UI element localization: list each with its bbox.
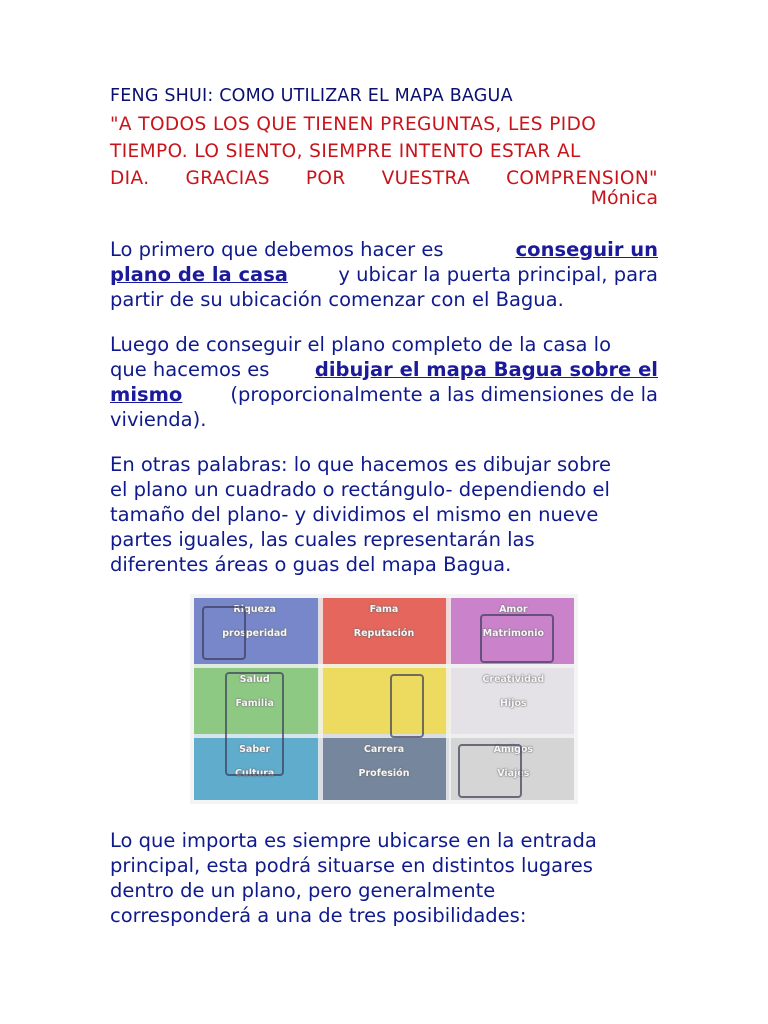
paragraph-2: Luego de conseguir el plano completo de la casa lo que hacemos es dibujar el mapa Bagua sobre el mismo (proporcionalmente a las dimensiones de la vivienda). xyxy=(110,333,658,431)
bagua-area-sublabel: Familia xyxy=(235,698,274,709)
bagua-area-sublabel: Matrimonio xyxy=(482,628,544,639)
paragraph-3: En otras palabras: lo que hacemos es dibujar sobre el plano un cuadrado o rectángulo- dependiendo el tamaño del plano- y dividimos el mismo en nueve partes iguales, las cuales representarán las diferentes áreas o guas del mapa Bagua. xyxy=(110,453,612,576)
plan-wall xyxy=(318,594,323,804)
door-shape xyxy=(390,674,424,738)
bagua-area-sublabel: Cultura xyxy=(234,768,275,779)
link-dibujar-bagua-cont[interactable]: mismo xyxy=(110,383,183,406)
bagua-area-sublabel: prosperidad xyxy=(222,628,288,639)
bagua-area-sublabel: Profesión xyxy=(358,768,410,779)
plan-wall xyxy=(190,594,578,598)
bagua-area-sublabel: Reputación xyxy=(353,628,415,639)
link-conseguir-plano-cont[interactable]: plano de la casa xyxy=(110,263,288,286)
bagua-area xyxy=(319,734,448,804)
bagua-area xyxy=(449,664,578,734)
bagua-area-label: Amigos xyxy=(493,744,534,755)
bagua-area-label: Riqueza xyxy=(233,604,276,615)
plan-wall xyxy=(190,664,578,668)
bagua-area-label: Fama xyxy=(369,604,399,615)
bagua-area-label: Amor xyxy=(499,604,528,615)
quote-line-1: "A TODOS LOS QUE TIENEN PREGUNTAS, LES PIDO xyxy=(110,114,597,135)
link-conseguir-plano[interactable]: conseguir un xyxy=(515,238,658,261)
quote-line-2: TIEMPO. LO SIENTO, SIEMPRE INTENTO ESTAR AL xyxy=(110,141,581,162)
bagua-area-sublabel: Viajes xyxy=(497,768,530,779)
bagua-area-label: Saber xyxy=(239,744,271,755)
stairs-shape xyxy=(458,744,522,798)
plan-wall xyxy=(446,594,451,804)
bed-shape xyxy=(480,614,554,663)
plan-wall xyxy=(574,594,578,804)
bagua-area-label: Salud xyxy=(239,674,270,685)
dining-table-shape xyxy=(225,672,284,776)
bagua-area xyxy=(319,664,448,734)
paragraph-4: Lo que importa es siempre ubicarse en la entrada principal, esta podrá situarse en distintos lugares dentro de un plano, pero generalmente corresponderá a una de tres posibilidades: xyxy=(110,829,597,927)
bagua-area xyxy=(319,594,448,664)
sofa-shape xyxy=(202,606,246,660)
quote-line-3: DIA. GRACIAS POR VUESTRA COMPRENSION" xyxy=(110,168,658,189)
plan-wall xyxy=(190,800,578,804)
bagua-floor-plan-image xyxy=(190,594,578,804)
author-quote xyxy=(110,111,658,192)
paragraph-1: Lo primero que debemos hacer es conseguir un plano de la casa y ubicar la puerta principal, para partir de su ubicación comenzar con el Bagua. xyxy=(110,238,658,311)
bagua-area-sublabel: Hijos xyxy=(499,698,527,709)
bagua-area-label: Carrera xyxy=(363,744,405,755)
plan-wall xyxy=(190,594,194,804)
author-name: Mónica xyxy=(590,187,658,209)
bagua-area-label: Creatividad xyxy=(482,674,545,685)
document-title: FENG SHUI: COMO UTILIZAR EL MAPA BAGUA xyxy=(110,86,513,106)
link-dibujar-bagua[interactable]: dibujar el mapa Bagua sobre el xyxy=(314,358,658,381)
